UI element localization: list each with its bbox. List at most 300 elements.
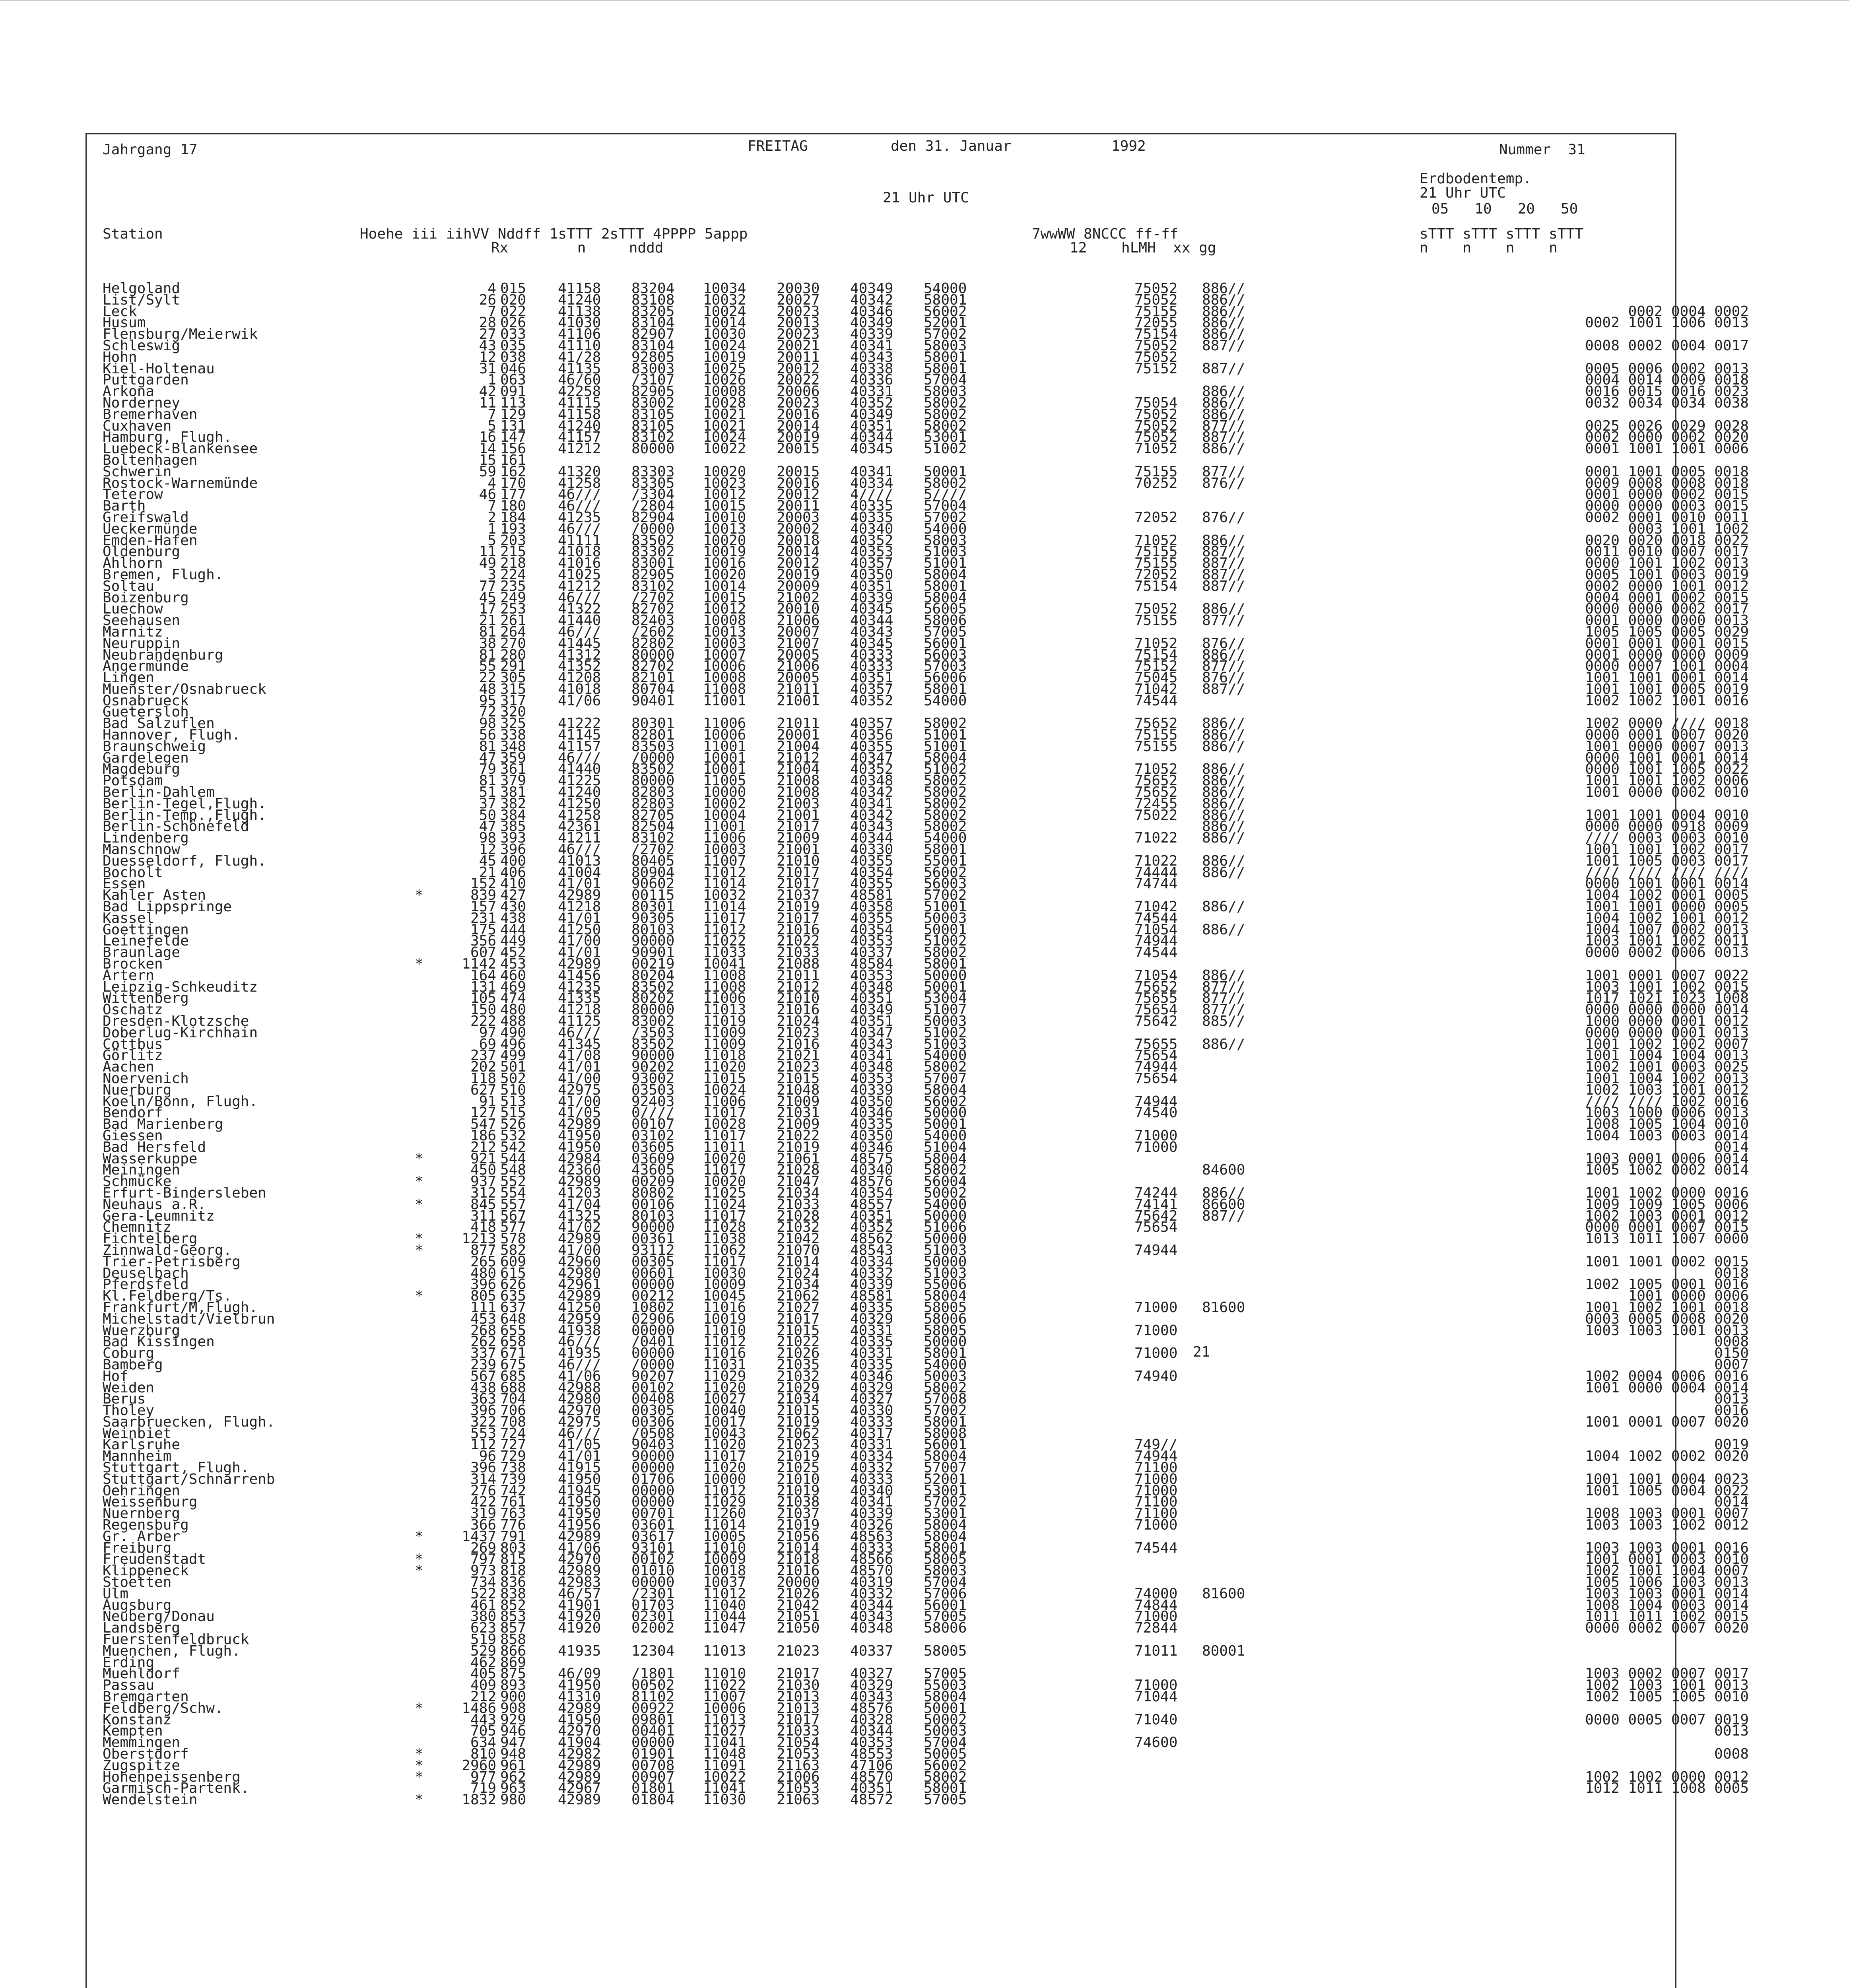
cell-iii: 384 xyxy=(500,807,526,823)
cell-dd: 82801 xyxy=(631,727,675,744)
cell-t2: 20012 xyxy=(777,360,820,377)
cell-t1: 10021 xyxy=(703,406,746,423)
cell-t1: 11013 xyxy=(703,1711,746,1728)
cell-pp: 40344 xyxy=(850,612,893,629)
cell-nc: 887// xyxy=(1202,566,1245,583)
cell-iii: 193 xyxy=(500,520,526,537)
cell-pp: 40343 xyxy=(850,1036,893,1052)
cell-ap: 51001 xyxy=(924,738,967,755)
cell-t2: 21022 xyxy=(777,1127,820,1144)
cell-ap: 50000 xyxy=(924,1334,967,1350)
cell-ap: 54000 xyxy=(924,280,967,297)
cell-iii: 675 xyxy=(500,1356,526,1373)
cell-pp: 40355 xyxy=(850,852,893,869)
cell-t1: 11020 xyxy=(703,1437,746,1453)
cell-vv: 41/00 xyxy=(558,933,601,949)
cell-t2: 20000 xyxy=(777,1574,820,1591)
cell-ap: 50003 xyxy=(924,910,967,926)
cell-pp: 40353 xyxy=(850,933,893,949)
cell-iii: 542 xyxy=(500,1139,526,1155)
cell-ap: 58002 xyxy=(924,715,967,732)
cell-nc: 887// xyxy=(1202,360,1245,377)
cell-t1: 10010 xyxy=(703,509,746,526)
cell-dd: 00502 xyxy=(631,1677,675,1694)
cell-h: 96 xyxy=(479,1448,496,1465)
cell-iii: 513 xyxy=(500,1093,526,1110)
cell-h: 237 xyxy=(470,1047,496,1064)
cell-t2: 21032 xyxy=(777,1219,820,1236)
cell-pp: 40335 xyxy=(850,498,893,514)
cell-st: Oschatz xyxy=(103,1002,163,1018)
cell-ap: 56003 xyxy=(924,646,967,663)
cell-soil: 0150 xyxy=(1714,1345,1749,1362)
cell-ww: 75654 xyxy=(1134,1047,1178,1064)
cell-st: Koeln/Bonn, Flugh. xyxy=(103,1093,258,1110)
cell-h: 56 xyxy=(479,727,496,744)
cell-ap: 56004 xyxy=(924,1173,967,1190)
cell-h: 59 xyxy=(479,463,496,480)
cell-h: 212 xyxy=(470,1689,496,1705)
cell-ww: 75054 xyxy=(1134,394,1178,411)
cell-pp: 40340 xyxy=(850,1162,893,1178)
cell-vv: 41915 xyxy=(558,1460,601,1476)
cell-h: 396 xyxy=(470,1460,496,1476)
cell-vv: 42967 xyxy=(558,1780,601,1797)
cell-vv: 41950 xyxy=(558,1494,601,1510)
cell-dd: 00408 xyxy=(631,1391,675,1408)
cell-soil: 1017 1021 1023 1008 xyxy=(1585,990,1749,1007)
cell-soil: 1004 1007 0002 0013 xyxy=(1585,921,1749,938)
cell-iii: 218 xyxy=(500,555,526,572)
note-21: 21 xyxy=(1193,1344,1210,1360)
cell-vv: 42989 xyxy=(558,1563,601,1579)
cell-pp: 40334 xyxy=(850,1253,893,1270)
cell-h: 405 xyxy=(470,1666,496,1682)
cell-t1: 10030 xyxy=(703,326,746,343)
cell-nc: 81600 xyxy=(1202,1585,1245,1602)
cell-dd: 90000 xyxy=(631,1219,675,1236)
cell-star: * xyxy=(415,1231,423,1247)
cell-t2: 20030 xyxy=(777,280,820,297)
cell-ap: 50001 xyxy=(924,921,967,938)
cell-t1: 11062 xyxy=(703,1242,746,1258)
cell-iii: 015 xyxy=(500,280,526,297)
cell-dd: 00000 xyxy=(631,1734,675,1751)
cell-nc: 886// xyxy=(1202,830,1245,846)
cell-iii: 658 xyxy=(500,1334,526,1350)
cell-soil: 1005 1006 1003 0013 xyxy=(1585,1574,1749,1591)
cell-t1: 11017 xyxy=(703,1448,746,1465)
cell-iii: 320 xyxy=(500,704,526,720)
cell-pp: 40334 xyxy=(850,1448,893,1465)
cell-iii: 836 xyxy=(500,1574,526,1591)
cell-dd: 80000 xyxy=(631,773,675,789)
cell-soil: 0008 0002 0004 0017 xyxy=(1585,337,1749,354)
cell-h: 937 xyxy=(470,1173,496,1190)
cell-st: Braunlage xyxy=(103,944,181,961)
cell-iii: 393 xyxy=(500,830,526,846)
cell-t1: 11033 xyxy=(703,944,746,961)
cell-soil: 1008 1003 0001 0007 xyxy=(1585,1505,1749,1522)
cell-t2: 21061 xyxy=(777,1150,820,1167)
cell-ap: 58003 xyxy=(924,383,967,400)
cell-dd: 83001 xyxy=(631,555,675,572)
cell-st: Neuruppin xyxy=(103,635,181,652)
cell-vv: 46/// xyxy=(558,589,601,606)
cell-t2: 20019 xyxy=(777,429,820,446)
cell-dd: 93101 xyxy=(631,1540,675,1556)
main-columns-subheader: Rx n nddd xyxy=(491,240,664,256)
cell-iii: 490 xyxy=(500,1024,526,1041)
cell-iii: 430 xyxy=(500,899,526,915)
cell-pp: 40319 xyxy=(850,1574,893,1591)
cell-star: * xyxy=(415,1173,423,1190)
cell-pp: 48576 xyxy=(850,1700,893,1716)
cell-ww: 75654 xyxy=(1134,1002,1178,1018)
cell-nc: 877// xyxy=(1202,612,1245,629)
cell-st: Wasserkuppe xyxy=(103,1150,198,1167)
cell-pp: 40345 xyxy=(850,635,893,652)
cell-nc: 886// xyxy=(1202,532,1245,549)
cell-t1: 10034 xyxy=(703,280,746,297)
cell-st: Manschnow xyxy=(103,841,181,858)
cell-t1: 10020 xyxy=(703,1173,746,1190)
cell-t2: 21037 xyxy=(777,1505,820,1522)
cell-st: Arkona xyxy=(103,383,155,400)
cell-t2: 20005 xyxy=(777,646,820,663)
cell-h: 380 xyxy=(470,1608,496,1625)
cell-iii: 946 xyxy=(500,1723,526,1740)
cell-nc: 876// xyxy=(1202,670,1245,686)
cell-dd: 00601 xyxy=(631,1265,675,1281)
cell-t2: 21017 xyxy=(777,876,820,892)
cell-h: 2960 xyxy=(462,1757,496,1774)
cell-h: 95 xyxy=(479,692,496,709)
cell-pp: 40349 xyxy=(850,280,893,297)
cell-t1: 10020 xyxy=(703,566,746,583)
cell-t1: 10022 xyxy=(703,441,746,457)
cell-soil: 0001 0000 0002 0015 xyxy=(1585,486,1749,503)
cell-ap: 58002 xyxy=(924,773,967,789)
cell-nc: 877// xyxy=(1202,658,1245,675)
cell-t1: 10041 xyxy=(703,956,746,973)
cell-pp: 40355 xyxy=(850,738,893,755)
cell-nc: 887// xyxy=(1202,555,1245,572)
cell-vv: 41258 xyxy=(558,475,601,491)
cell-star: * xyxy=(415,1769,423,1785)
cell-iii: 385 xyxy=(500,818,526,835)
cell-iii: 671 xyxy=(500,1345,526,1362)
cell-h: 11 xyxy=(479,394,496,411)
cell-pp: 48572 xyxy=(850,1792,893,1808)
cell-nc: 887// xyxy=(1202,578,1245,594)
cell-t1: 11015 xyxy=(703,1070,746,1087)
cell-star: * xyxy=(415,1700,423,1716)
cell-dd: 00401 xyxy=(631,1723,675,1740)
cell-st: Neuberg/Donau xyxy=(103,1608,215,1625)
cell-dd: 82702 xyxy=(631,601,675,617)
cell-ww: 75154 xyxy=(1134,646,1178,663)
cell-dd: 90602 xyxy=(631,876,675,892)
cell-nc: 886// xyxy=(1202,303,1245,320)
cell-vv: 41950 xyxy=(558,1127,601,1144)
cell-ap: 58002 xyxy=(924,1059,967,1076)
cell-t1: 10014 xyxy=(703,315,746,331)
cell-t2: 21023 xyxy=(777,1437,820,1453)
cell-ap: 58002 xyxy=(924,784,967,801)
cell-ap: 52001 xyxy=(924,1471,967,1487)
cell-st: Leipzig-Schkeuditz xyxy=(103,978,258,995)
cell-t2: 21033 xyxy=(777,944,820,961)
cell-ap: 51004 xyxy=(924,1139,967,1155)
cell-dd: 82403 xyxy=(631,612,675,629)
cell-st: Cuxhaven xyxy=(103,417,172,434)
cell-st: Marnitz xyxy=(103,623,163,640)
cell-t2: 21019 xyxy=(777,899,820,915)
cell-soil: 0005 0006 0002 0013 xyxy=(1585,360,1749,377)
cell-t2: 21035 xyxy=(777,1356,820,1373)
cell-t1: 11022 xyxy=(703,933,746,949)
cell-h: 150 xyxy=(470,1002,496,1018)
cell-soil: 0008 xyxy=(1714,1334,1749,1350)
cell-vv: 42980 xyxy=(558,1391,601,1408)
cell-ww: 72055 xyxy=(1134,315,1178,331)
cell-ap: 58005 xyxy=(924,1299,967,1316)
cell-iii: 488 xyxy=(500,1013,526,1029)
cell-iii: 615 xyxy=(500,1265,526,1281)
cell-ap: 57007 xyxy=(924,1460,967,1476)
cell-pp: 40337 xyxy=(850,944,893,961)
cell-ap: 58001 xyxy=(924,1780,967,1797)
cell-iii: 131 xyxy=(500,417,526,434)
cell-st: Lingen xyxy=(103,670,155,686)
cell-ww: 75052 xyxy=(1134,291,1178,308)
cell-ap: 58006 xyxy=(924,612,967,629)
cell-iii: 452 xyxy=(500,944,526,961)
cell-dd: 01804 xyxy=(631,1792,675,1808)
cell-h: 797 xyxy=(470,1551,496,1568)
cell-pp: 40343 xyxy=(850,818,893,835)
cell-t2: 21012 xyxy=(777,978,820,995)
cell-st: Ahlhorn xyxy=(103,555,163,572)
cell-vv: 41208 xyxy=(558,670,601,686)
cell-pp: 4//// xyxy=(850,486,893,503)
cell-soil: 0019 xyxy=(1714,1437,1749,1453)
cell-t2: 21009 xyxy=(777,1093,820,1110)
cell-st: Bendorf xyxy=(103,1105,163,1121)
cell-t2: 21062 xyxy=(777,1288,820,1305)
cell-pp: 40352 xyxy=(850,394,893,411)
cell-pp: 40343 xyxy=(850,1608,893,1625)
cell-st: Hannover, Flugh. xyxy=(103,727,241,744)
cell-st: Giessen xyxy=(103,1127,163,1144)
cell-t1: 11017 xyxy=(703,1162,746,1178)
cell-pp: 40353 xyxy=(850,967,893,984)
cell-pp: 40331 xyxy=(850,1322,893,1339)
cell-st: Leinefelde xyxy=(103,933,189,949)
cell-nc: 886// xyxy=(1202,761,1245,778)
cell-soil: 1002 0004 0006 0016 xyxy=(1585,1368,1749,1384)
cell-t1: 10009 xyxy=(703,1276,746,1293)
cell-vv: 41904 xyxy=(558,1734,601,1751)
cell-ww: 75642 xyxy=(1134,1013,1178,1029)
cell-pp: 40339 xyxy=(850,1505,893,1522)
cell-pp: 40346 xyxy=(850,1105,893,1121)
cell-dd: 01706 xyxy=(631,1471,675,1487)
cell-ap: 57002 xyxy=(924,326,967,343)
soil-temp-title: Erdbodentemp. xyxy=(1420,171,1532,187)
cell-ap: 50001 xyxy=(924,1700,967,1716)
cell-soil: 1005 1002 0002 0014 xyxy=(1585,1162,1749,1178)
cell-t2: 21056 xyxy=(777,1528,820,1545)
cell-soil: 0014 xyxy=(1714,1494,1749,1510)
cell-dd: 82904 xyxy=(631,509,675,526)
cell-ww: 75652 xyxy=(1134,978,1178,995)
cell-ap: 57002 xyxy=(924,887,967,904)
cell-pp: 40331 xyxy=(850,383,893,400)
cell-st: Tholey xyxy=(103,1402,155,1419)
cell-pp: 40353 xyxy=(850,1070,893,1087)
cell-pp: 48570 xyxy=(850,1563,893,1579)
cell-t1: 11010 xyxy=(703,1540,746,1556)
cell-iii: 578 xyxy=(500,1231,526,1247)
cell-iii: 449 xyxy=(500,933,526,949)
cell-dd: 02002 xyxy=(631,1620,675,1637)
cell-pp: 40331 xyxy=(850,1437,893,1453)
cell-st: Saarbruecken, Flugh. xyxy=(103,1413,275,1430)
cell-iii: 729 xyxy=(500,1448,526,1465)
cell-t1: 11006 xyxy=(703,830,746,846)
cell-dd: 92403 xyxy=(631,1093,675,1110)
cell-t2: 20011 xyxy=(777,349,820,365)
cell-pp: 48570 xyxy=(850,1769,893,1785)
cell-t1: 10027 xyxy=(703,1391,746,1408)
cell-ww: 75052 xyxy=(1134,417,1178,434)
cell-dd: 00212 xyxy=(631,1288,675,1305)
cell-ap: 58004 xyxy=(924,1288,967,1305)
cell-ap: 51003 xyxy=(924,1242,967,1258)
cell-h: 719 xyxy=(470,1780,496,1797)
cell-dd: /3107 xyxy=(631,372,675,388)
cell-iii: 381 xyxy=(500,784,526,801)
cell-pp: 40345 xyxy=(850,601,893,617)
cell-nc: 86600 xyxy=(1202,1196,1245,1213)
cell-soil: 1001 1005 0004 0022 xyxy=(1585,1482,1749,1499)
cell-t2: 21024 xyxy=(777,1265,820,1281)
cell-st: Fuerstenfeldbruck xyxy=(103,1631,249,1648)
cell-vv: 41320 xyxy=(558,463,601,480)
cell-t2: 21054 xyxy=(777,1734,820,1751)
cell-ww: 75022 xyxy=(1134,807,1178,823)
cell-st: Berus xyxy=(103,1391,146,1408)
cell-pp: 40350 xyxy=(850,1093,893,1110)
cell-vv: 41950 xyxy=(558,1505,601,1522)
cell-ww: 75655 xyxy=(1134,1036,1178,1052)
cell-t2: 21063 xyxy=(777,1792,820,1808)
cell-pp: 40351 xyxy=(850,1013,893,1029)
cell-dd: 93002 xyxy=(631,1070,675,1087)
cell-pp: 40339 xyxy=(850,1081,893,1098)
cell-iii: 453 xyxy=(500,956,526,973)
cell-ap: 57008 xyxy=(924,1391,967,1408)
cell-vv: 41250 xyxy=(558,1299,601,1316)
cell-t2: 20009 xyxy=(777,578,820,594)
cell-pp: 48566 xyxy=(850,1551,893,1568)
cell-ap: 56002 xyxy=(924,303,967,320)
cell-ap: 51003 xyxy=(924,1036,967,1052)
cell-soil: 0001 1001 1001 0006 xyxy=(1585,441,1749,457)
cell-dd: 90305 xyxy=(631,910,675,926)
cell-t2: 21038 xyxy=(777,1494,820,1510)
cell-soil: 1001 1005 0003 0017 xyxy=(1585,852,1749,869)
cell-ap: 56001 xyxy=(924,1437,967,1453)
cell-t2: 20012 xyxy=(777,555,820,572)
cell-h: 46 xyxy=(479,486,496,503)
cell-pp: 40329 xyxy=(850,1677,893,1694)
cell-t1: 10032 xyxy=(703,887,746,904)
cell-dd: 82803 xyxy=(631,795,675,812)
cell-nc: 887// xyxy=(1202,337,1245,354)
cell-iii: 532 xyxy=(500,1127,526,1144)
cell-t2: 21163 xyxy=(777,1757,820,1774)
cell-ap: 57004 xyxy=(924,1574,967,1591)
cell-st: Trier-Petrisberg xyxy=(103,1253,241,1270)
cell-star: * xyxy=(415,1563,423,1579)
cell-dd: /1801 xyxy=(631,1666,675,1682)
cell-dd: 80103 xyxy=(631,921,675,938)
cell-h: 175 xyxy=(470,921,496,938)
cell-soil: 1001 0001 0007 0020 xyxy=(1585,1413,1749,1430)
cell-ww: 74744 xyxy=(1134,876,1178,892)
cell-nc: 886// xyxy=(1202,601,1245,617)
cell-dd: 83002 xyxy=(631,394,675,411)
cell-ww: 75654 xyxy=(1134,1070,1178,1087)
cell-pp: 40357 xyxy=(850,681,893,697)
cell-pp: 40346 xyxy=(850,303,893,320)
cell-t2: 20023 xyxy=(777,326,820,343)
cell-ww: 74544 xyxy=(1134,692,1178,709)
cell-star: * xyxy=(415,1242,423,1258)
cell-t2: 21047 xyxy=(777,1173,820,1190)
cell-t2: 21014 xyxy=(777,1540,820,1556)
cell-ap: 58004 xyxy=(924,1081,967,1098)
cell-ap: 51001 xyxy=(924,555,967,572)
cell-soil: 1003 1003 0001 0016 xyxy=(1585,1540,1749,1556)
cell-iii: 026 xyxy=(500,315,526,331)
cell-ww: 71052 xyxy=(1134,441,1178,457)
cell-h: 81 xyxy=(479,646,496,663)
cell-h: 839 xyxy=(470,887,496,904)
cell-h: 21 xyxy=(479,612,496,629)
cell-h: 450 xyxy=(470,1162,496,1178)
cell-h: 72 xyxy=(479,704,496,720)
cell-soil: 0005 1001 0003 0019 xyxy=(1585,566,1749,583)
cell-st: Berlin-Temp.,Flugh. xyxy=(103,807,266,823)
cell-iii: 348 xyxy=(500,738,526,755)
cell-t1: 11009 xyxy=(703,1024,746,1041)
cell-h: 845 xyxy=(470,1196,496,1213)
cell-st: Kahler Asten xyxy=(103,887,206,904)
cell-t1: 11022 xyxy=(703,1677,746,1694)
cell-ap: 50000 xyxy=(924,1105,967,1121)
cell-h: 11 xyxy=(479,544,496,560)
cell-t2: 21028 xyxy=(777,1162,820,1178)
cell-iii: 469 xyxy=(500,978,526,995)
cell-ap: 50000 xyxy=(924,1231,967,1247)
cell-vv: 42989 xyxy=(558,1231,601,1247)
cell-h: 45 xyxy=(479,852,496,869)
cell-t2: 21010 xyxy=(777,1471,820,1487)
